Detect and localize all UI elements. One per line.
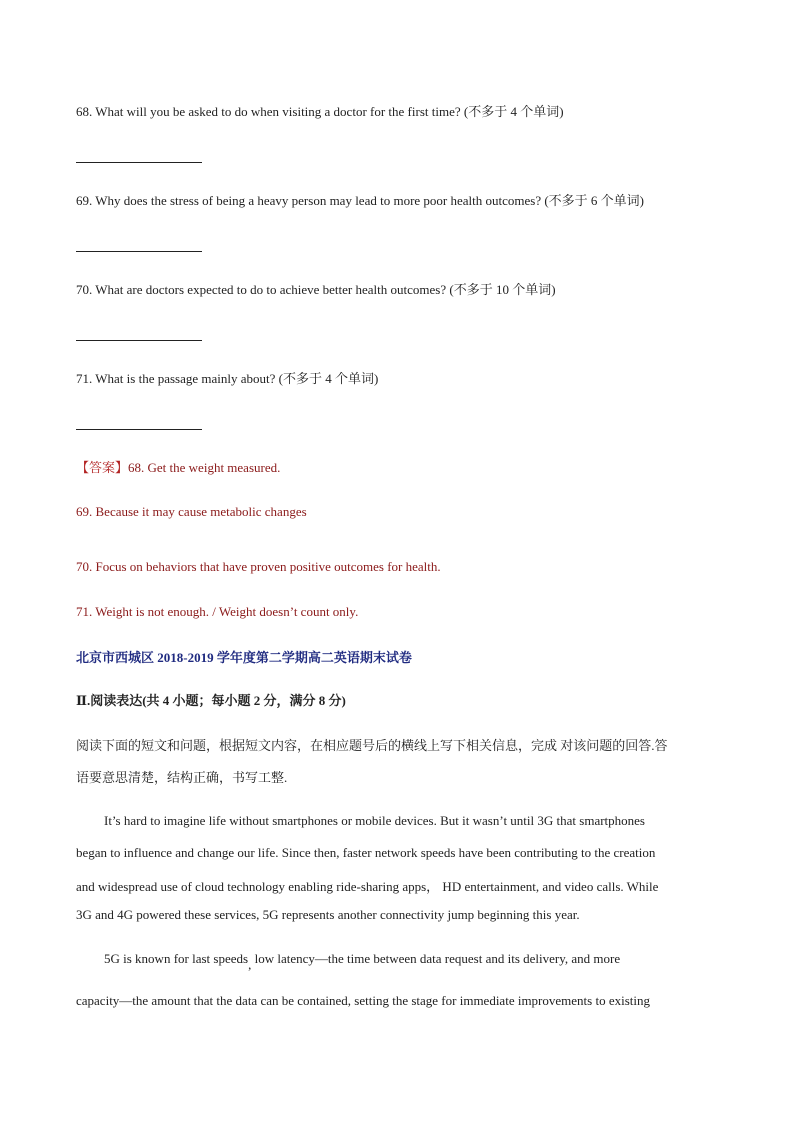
answer-68-text: 68. Get the weight measured.	[128, 460, 281, 475]
question-69: 69. Why does the stress of being a heavy person may lead to more poor health outcomes? (不多于 6 个单词)	[76, 193, 645, 208]
passage-p1-line1: It’s hard to imagine life without smartphones or mobile devices. But it wasn’t until 3G that smartphones	[104, 813, 645, 828]
passage-p2-line2: capacity—the amount that the data can be contained, setting the stage for immediate improvements to existing	[76, 993, 650, 1008]
answer-blank-70[interactable]	[76, 340, 202, 341]
answer-tag: 【答案】	[76, 460, 129, 475]
passage-p2-line1-start: 5G is known for last speeds	[104, 951, 249, 966]
answer-blank-71[interactable]	[76, 429, 202, 430]
section-title: Ⅱ.阅读表达(共 4 小题；每小题 2 分，满分 8 分)	[76, 693, 346, 708]
passage-p2-comma: ,	[248, 957, 252, 972]
question-71: 71. What is the passage mainly about? (不多于 4 个单词)	[76, 371, 379, 386]
passage-p2-line1	[104, 951, 621, 972]
answer-blank-69[interactable]	[76, 251, 202, 252]
answer-70: 70. Focus on behaviors that have proven positive outcomes for health.	[76, 559, 441, 574]
question-70: 70. What are doctors expected to do to achieve better health outcomes? (不多于 10 个单词)	[76, 282, 556, 297]
answer-69: 69. Because it may cause metabolic changes	[76, 504, 307, 519]
instructions-line-1: 阅读下面的短文和问题，根据短文内容，在相应题号后的横线上写下相关信息，完成 对该问题的回答.答	[76, 738, 668, 753]
passage-p1-line2: began to influence and change our life. Since then, faster network speeds have been contributing to the creation	[76, 845, 656, 860]
answer-71: 71. Weight is not enough. / Weight doesn’t count only.	[76, 604, 359, 619]
source-title: 北京市西城区 2018-2019 学年度第二学期高二英语期末试卷	[76, 650, 412, 665]
passage-p1-line4: 3G and 4G powered these services, 5G represents another connectivity jump beginning this year.	[76, 907, 580, 922]
answer-blank-68[interactable]	[76, 162, 202, 163]
question-68: 68. What will you be asked to do when visiting a doctor for the first time? (不多于 4 个单词)	[76, 104, 564, 119]
passage-p2-line1-end: low latency—the time between data request and its delivery, and more	[251, 951, 621, 966]
passage-p1-line3: and widespread use of cloud technology enabling ride-sharing apps， HD entertainment, and video calls. While	[76, 879, 659, 894]
answer-68	[76, 460, 280, 476]
instructions-line-2: 语要意思清楚，结构正确，书写工整.	[76, 770, 288, 785]
